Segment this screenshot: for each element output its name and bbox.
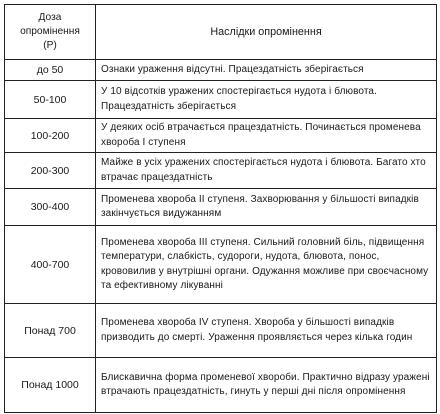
table-row — [5, 304, 437, 358]
table-header-row — [5, 5, 437, 60]
radiation-dose-table — [4, 4, 437, 413]
effect-cell: Майже в усіх уражених спостерігається нудота і блювота. Багато хто втрачає працездатність — [96, 153, 437, 189]
dose-cell: Понад 1000 — [5, 358, 96, 413]
table-row — [5, 153, 437, 189]
effect-cell: Променева хвороба ІІІ ступеня. Сильний головний біль, підвищення температури, слабкість, судороги, нудота, блювота, понос, крововилив у внутрішні органи. Одужання можливе при своєчасному та ефективному лікуванні — [96, 226, 437, 304]
table-row — [5, 60, 437, 81]
dose-cell: 50-100 — [5, 81, 96, 119]
dose-cell: 400-700 — [5, 226, 96, 304]
dose-cell: 300-400 — [5, 189, 96, 226]
table-row — [5, 119, 437, 153]
effect-cell: Ознаки ураження відсутні. Працездатність зберігається — [96, 60, 437, 81]
effect-cell: У 10 відсотків уражених спостерігається нудота і блювота. Працездатність зберігається — [96, 81, 437, 119]
table-row — [5, 81, 437, 119]
dose-cell: 200-300 — [5, 153, 96, 189]
table-row — [5, 358, 437, 413]
effect-cell: Променева хвороба IV ступеня. Хвороба у більшості випадків призводить до смерті. Ураження проявляється через кілька годин — [96, 304, 437, 358]
effect-cell: Блискавична форма променевої хвороби. Практично відразу уражені втрачають працездатність, гинуть у перші дні після опромінення — [96, 358, 437, 413]
effects-column-header: Наслідки опромінення — [96, 5, 437, 60]
effect-cell: У деяких осіб втрачається працездатність. Починається променева хвороба І ступеня — [96, 119, 437, 153]
table-row — [5, 189, 437, 226]
dose-column-header: Доза опромінення (Р) — [5, 5, 96, 60]
dose-cell: Понад 700 — [5, 304, 96, 358]
effect-cell: Променева хвороба ІІ ступеня. Захворювання у більшості випадків закінчується видужанням — [96, 189, 437, 226]
dose-cell: 100-200 — [5, 119, 96, 153]
table-row — [5, 226, 437, 304]
dose-cell: до 50 — [5, 60, 96, 81]
